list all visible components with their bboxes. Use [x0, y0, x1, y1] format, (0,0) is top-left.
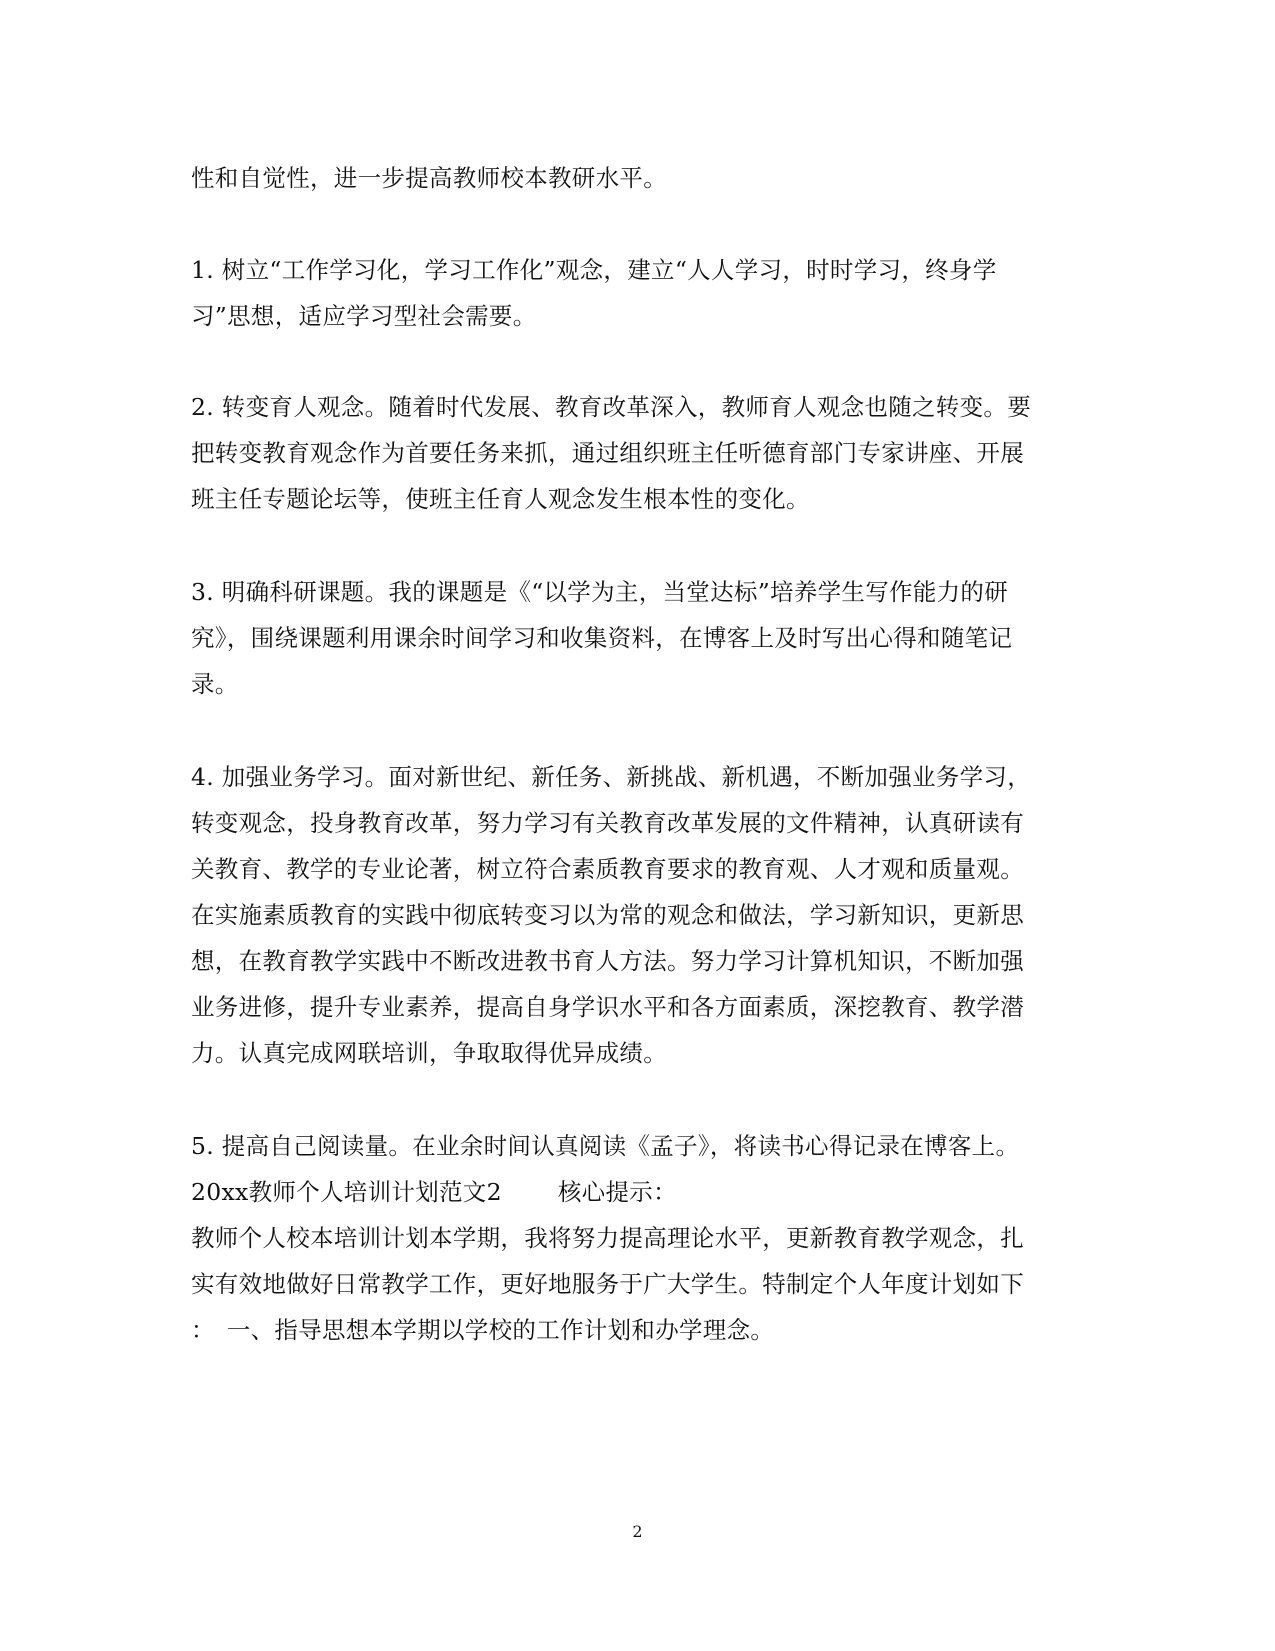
- text-line: [191, 1314, 774, 1346]
- text-line: 5. 提高自己阅读量。在业余时间认真阅读《孟子》，将读书心得记录在博客上。: [191, 1132, 1020, 1160]
- text-line: 录。: [191, 670, 239, 698]
- section-title: 20xx教师个人培训计划范文2: [191, 1178, 502, 1206]
- core-tip-label: 核心提示：: [557, 1178, 677, 1206]
- text-line: 在实施素质教育的实践中彻底转变习以为常的观念和做法，学习新知识，更新思: [191, 901, 1024, 929]
- text-line: 教师个人校本培训计划本学期，我将努力提高理论水平，更新教育教学观念，扎: [191, 1224, 1024, 1252]
- colon-mark: ：: [191, 1316, 215, 1344]
- text-line: 究》，围绕课题利用课余时间学习和收集资料，在博客上及时写出心得和随笔记: [191, 624, 1013, 652]
- text-line: 转变观念，投身教育改革，努力学习有关教育改革发展的文件精神，认真研读有: [191, 809, 1024, 837]
- text-line: 2. 转变育人观念。随着时代发展、教育改革深入，教师育人观念也随之转变。要: [191, 393, 1031, 421]
- text-line: 1. 树立“工作学习化，学习工作化”观念，建立“人人学习，时时学习，终身学: [191, 256, 997, 284]
- text-line: 力。认真完成网联培训，争取取得优异成绩。: [191, 1039, 667, 1067]
- text-line: 业务进修，提升专业素养，提高自身学识水平和各方面素质，深挖教育、教学潜: [191, 993, 1024, 1021]
- text-heading-line: [191, 1176, 677, 1208]
- text-line: 性和自觉性，进一步提高教师校本教研水平。: [191, 164, 667, 192]
- guiding-thought: 一、指导思想本学期以学校的工作计划和办学理念。: [226, 1316, 775, 1344]
- page-number: 2: [632, 1522, 643, 1541]
- text-line: 把转变教育观念作为首要任务来抓，通过组织班主任听德育部门专家讲座、开展: [191, 439, 1024, 467]
- text-line: 4. 加强业务学习。面对新世纪、新任务、新挑战、新机遇，不断加强业务学习，: [191, 763, 1031, 791]
- text-line: 想，在教育教学实践中不断改进教书育人方法。努力学习计算机知识，不断加强: [191, 947, 1024, 975]
- text-line: 班主任专题论坛等，使班主任育人观念发生根本性的变化。: [191, 485, 810, 513]
- text-line: 习”思想，适应学习型社会需要。: [191, 302, 537, 330]
- text-line: 实有效地做好日常教学工作，更好地服务于广大学生。特制定个人年度计划如下: [191, 1270, 1024, 1298]
- text-line: 3. 明确科研课题。我的课题是《“以学为主，当堂达标”培养学生写作能力的研: [191, 578, 1009, 606]
- text-line: 关教育、教学的专业论著，树立符合素质教育要求的教育观、人才观和质量观。: [191, 855, 1024, 883]
